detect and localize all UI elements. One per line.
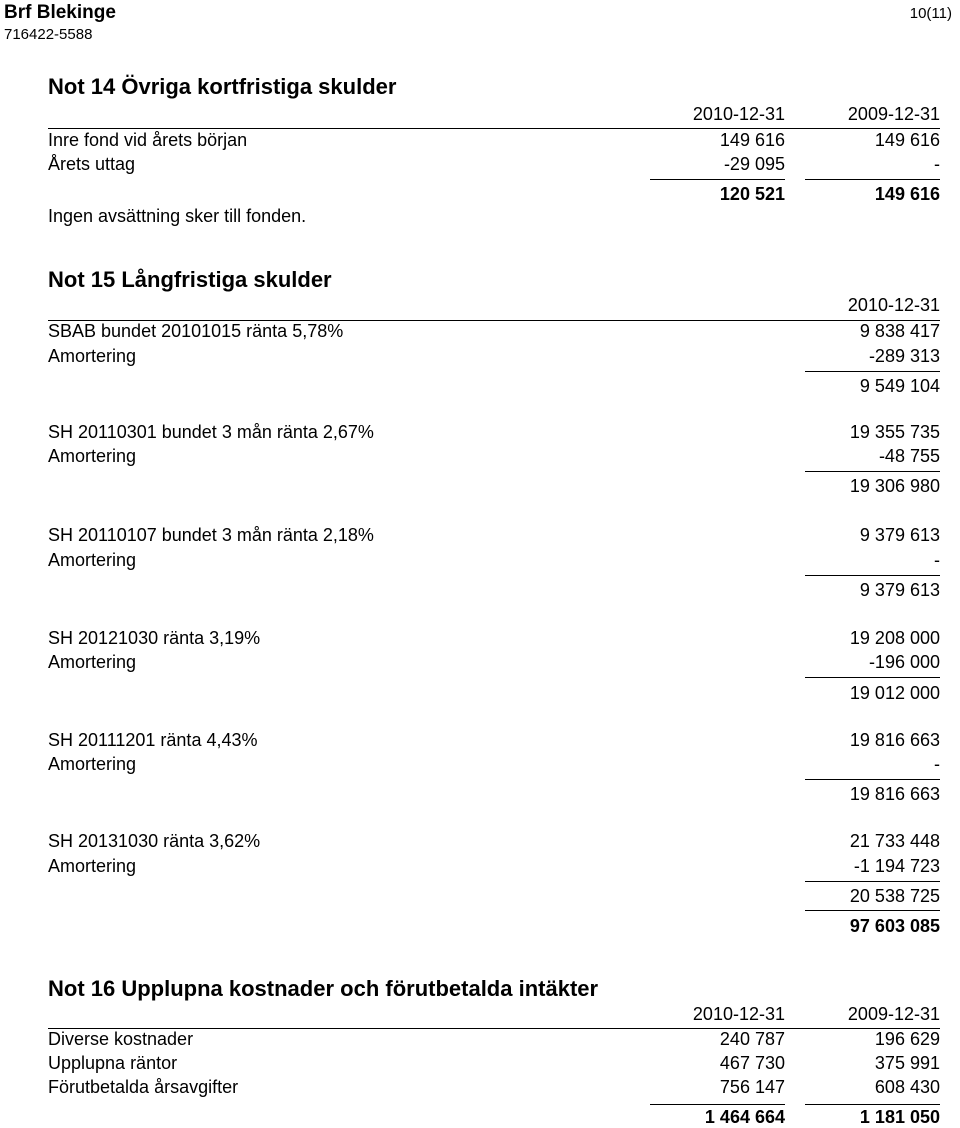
note14-row-value-2010: -29 095 [723, 154, 785, 174]
note16-title: Not 16 Upplupna kostnader och förutbetalda intäkter [48, 976, 599, 1001]
loan-amortization-label: Amortering [48, 550, 137, 570]
note14-row-label: Inre fond vid årets början [48, 130, 248, 150]
loan-amortization: -289 313 [868, 346, 940, 366]
note15-total: 97 603 085 [849, 916, 940, 936]
note15-title: Not 15 Långfristiga skulder [48, 267, 332, 292]
loan-amortization-label: Amortering [48, 346, 137, 366]
loan-sum-rule [805, 779, 940, 780]
loan-label: SH 20110301 bundet 3 mån ränta 2,67% [48, 422, 374, 442]
loan-value: 19 208 000 [849, 628, 940, 648]
loan-amortization-label: Amortering [48, 652, 137, 672]
note16-row-label: Upplupna räntor [48, 1053, 178, 1073]
loan-value: 19 816 663 [849, 730, 940, 750]
note16-total-2009: 1 181 050 [859, 1107, 940, 1127]
org-number: 716422-5588 [4, 26, 93, 43]
loan-subtotal: 9 379 613 [859, 580, 940, 600]
loan-sum-rule [805, 471, 940, 472]
note14-row-value-2009: 149 616 [874, 130, 940, 150]
loan-label: SH 20111201 ränta 4,43% [48, 730, 258, 750]
note14-sum-rule [650, 179, 785, 180]
loan-subtotal: 19 306 980 [849, 476, 940, 496]
note16-col2-header: 2009-12-31 [847, 1004, 940, 1024]
page-number: 10(11) [909, 5, 952, 22]
loan-amortization-label: Amortering [48, 754, 137, 774]
loan-subtotal: 9 549 104 [859, 376, 940, 396]
loan-amortization: - [934, 754, 940, 774]
note14-title: Not 14 Övriga kortfristiga skulder [48, 74, 397, 99]
loan-sum-rule [805, 677, 940, 678]
note15-col-header: 2010-12-31 [847, 295, 940, 315]
note16-sum-rule [650, 1104, 785, 1105]
loan-sum-rule [805, 881, 940, 882]
note16-row-value-2009: 375 991 [874, 1053, 940, 1073]
loan-amortization-label: Amortering [48, 446, 137, 466]
note14-header-rule [48, 128, 940, 129]
loan-sum-rule [805, 371, 940, 372]
note16-row-label: Förutbetalda årsavgifter [48, 1077, 239, 1097]
loan-value: 9 838 417 [859, 321, 940, 341]
loan-amortization-label: Amortering [48, 856, 137, 876]
note16-col1-header: 2010-12-31 [692, 1004, 785, 1024]
note16-row-value-2010: 240 787 [719, 1029, 785, 1049]
note15-total-rule [805, 910, 940, 911]
company-name: Brf Blekinge [4, 2, 116, 23]
loan-label: SBAB bundet 20101015 ränta 5,78% [48, 321, 344, 341]
note16-row-label: Diverse kostnader [48, 1029, 194, 1049]
loan-label: SH 20131030 ränta 3,62% [48, 831, 261, 851]
loan-subtotal: 19 012 000 [849, 683, 940, 703]
loan-amortization: -196 000 [868, 652, 940, 672]
note14-total-2010: 120 521 [719, 184, 785, 204]
loan-amortization: - [934, 550, 940, 570]
note14-row-label: Årets uttag [48, 154, 136, 174]
loan-subtotal: 20 538 725 [849, 886, 940, 906]
note14-sum-rule [805, 179, 940, 180]
note16-total-2010: 1 464 664 [704, 1107, 785, 1127]
loan-value: 9 379 613 [859, 525, 940, 545]
note14-row-value-2010: 149 616 [719, 130, 785, 150]
loan-subtotal: 19 816 663 [849, 784, 940, 804]
loan-amortization: -1 194 723 [853, 856, 940, 876]
note14-row-value-2009: - [934, 154, 940, 174]
note14-col1-header: 2010-12-31 [692, 104, 785, 124]
loan-sum-rule [805, 575, 940, 576]
note14-col2-header: 2009-12-31 [847, 104, 940, 124]
loan-value: 19 355 735 [849, 422, 940, 442]
loan-value: 21 733 448 [849, 831, 940, 851]
note16-row-value-2010: 467 730 [719, 1053, 785, 1073]
note14-total-2009: 149 616 [874, 184, 940, 204]
note14-comment: Ingen avsättning sker till fonden. [48, 206, 307, 226]
loan-label: SH 20110107 bundet 3 mån ränta 2,18% [48, 525, 374, 545]
note16-row-value-2009: 608 430 [874, 1077, 940, 1097]
note16-row-value-2010: 756 147 [719, 1077, 785, 1097]
loan-amortization: -48 755 [878, 446, 940, 466]
note16-row-value-2009: 196 629 [874, 1029, 940, 1049]
note16-sum-rule [805, 1104, 940, 1105]
loan-label: SH 20121030 ränta 3,19% [48, 628, 261, 648]
